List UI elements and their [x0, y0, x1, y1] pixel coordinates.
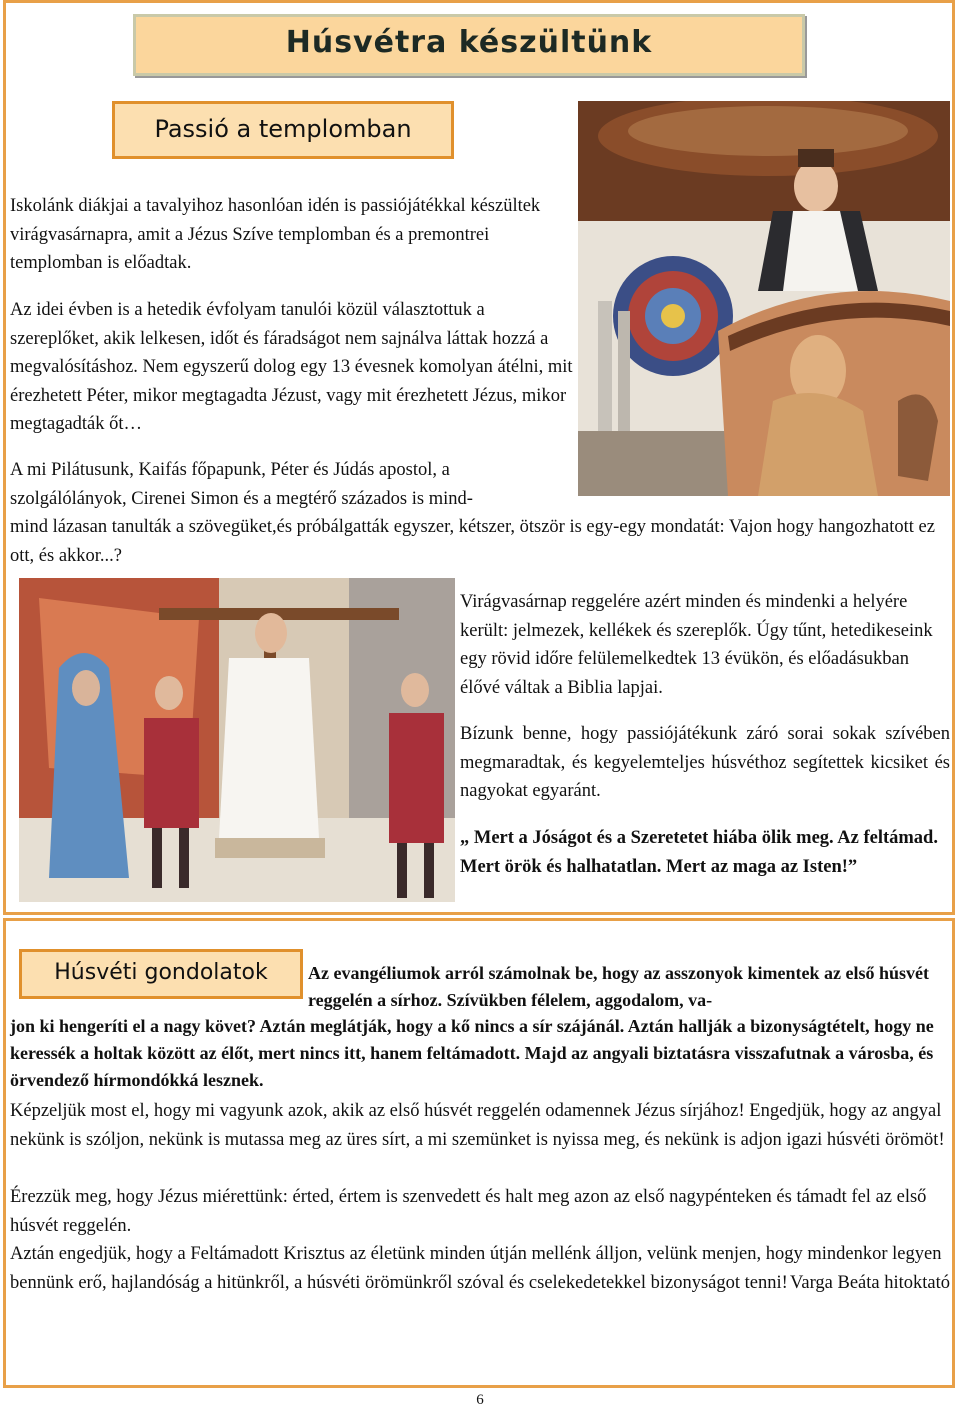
page-title-box — [133, 14, 805, 76]
quote: „ Mert a Jóságot és a Szeretetet hiába ölik meg. Az feltámad. Mert örök és halhatatlan. Mert az maga az Isten!” — [460, 828, 938, 877]
passion-play-photo — [19, 578, 455, 902]
paragraph: Az idei évben is a hetedik évfolyam tanulói közül választottuk a szereplőket, akik lelkesen, időt és fáradságot nem sajnálva láttak hozzá a megvalósításhoz. Nem egyszerű dolog egy 13 évesnek komolyan átélni, mit érezhetett Péter, mikor megtagadta Jézust, vagy mit érezhetett Jézus, mikor megtagadták őt… — [10, 300, 573, 434]
paragraph: Virágvasárnap reggelére azért minden és mindenki a helyére került: jelmezek, kellékek és szereplők. Úgy tűnt, hetedikeseink egy rövid időre felülemelkedtek 13 évükön, és előadásukban élővé váltak a Biblia lapjai. — [460, 592, 933, 698]
section-heading: Húsvéti gondolatok — [54, 960, 268, 985]
section-heading-box — [112, 101, 454, 159]
section-heading-box — [19, 949, 303, 999]
paragraph: Képzeljük most el, hogy mi vagyunk azok, akik az első húsvét reggelén odamennek Jézus sírjához! Engedjük, hogy az angyal nekünk is szóljon, nekünk is mutassa meg az üres sírt, a mi szemünket is nyissa meg, és nekünk is adjon igazi húsvéti örömöt! — [10, 1101, 945, 1150]
signature: Varga Beáta hitoktató — [790, 1272, 950, 1293]
page-number: 6 — [476, 1392, 484, 1408]
paragraph-text: Aztán engedjük, hogy a Feltámadott Krisztus az életünk minden útján mellénk álljon, velünk menjen, hogy mindenkor legyen bennünk erő, hajlandóság a hitünkről, a húsvéti örömünkről szóval és cselekedetekkel bizonyságot tenni! — [10, 1244, 942, 1293]
paragraph: Érezzük meg, hogy Jézus miérettünk: érted, értem is szenvedett és halt meg azon az első nagypénteken és támadt fel az első húsvét reggelén. — [10, 1187, 927, 1236]
paragraph — [10, 1240, 950, 1297]
paragraph: jon ki hengeríti el a nagy követ? Aztán meglátják, hogy a kő nincs a sír szájánál. Aztán hallják a bizonyságtételt, hogy ne keressék a holtak között az élőt, mert nincs itt, hanem feltámadott. Majd az angyali biztatásra visszafutnak a városba, és örvendező hírmondókká lesznek. — [10, 1016, 934, 1090]
paragraph: Iskolánk diákjai a tavalyihoz hasonlóan idén is passiójátékkal készültek virágvasárnapra, amit a Jézus Szíve templomban és a premontrei templomban is előadtak. — [10, 196, 541, 273]
page-title: Húsvétra készültünk — [285, 25, 653, 60]
section-heading: Passió a templomban — [154, 115, 412, 143]
paragraph: Az evangéliumok arról számolnak be, hogy az asszonyok kimentek az első húsvét reggelén a sírhoz. Szívükben félelem, aggodalom, va- — [308, 963, 929, 1010]
paragraph: Bízunk benne, hogy passiójátékunk záró sorai sokak szívében megmaradtak, és kegyelemteljes húsvéthoz segítettek kicsiket és nagyokat egyaránt. — [460, 724, 950, 801]
paragraph: A mi Pilátusunk, Kaifás főpapunk, Péter és Júdás apostol, a szolgálólányok, Cirenei Simon és a megtérő százados is mind- — [10, 460, 473, 509]
paragraph: mind lázasan tanulták a szövegüket,és próbálgatták egyszer, kétszer, ötször is egy-egy mondatát: Vajon hogy hangozhatott ez ott, és akkor...? — [10, 517, 935, 566]
church-pulpit-photo — [578, 101, 950, 496]
